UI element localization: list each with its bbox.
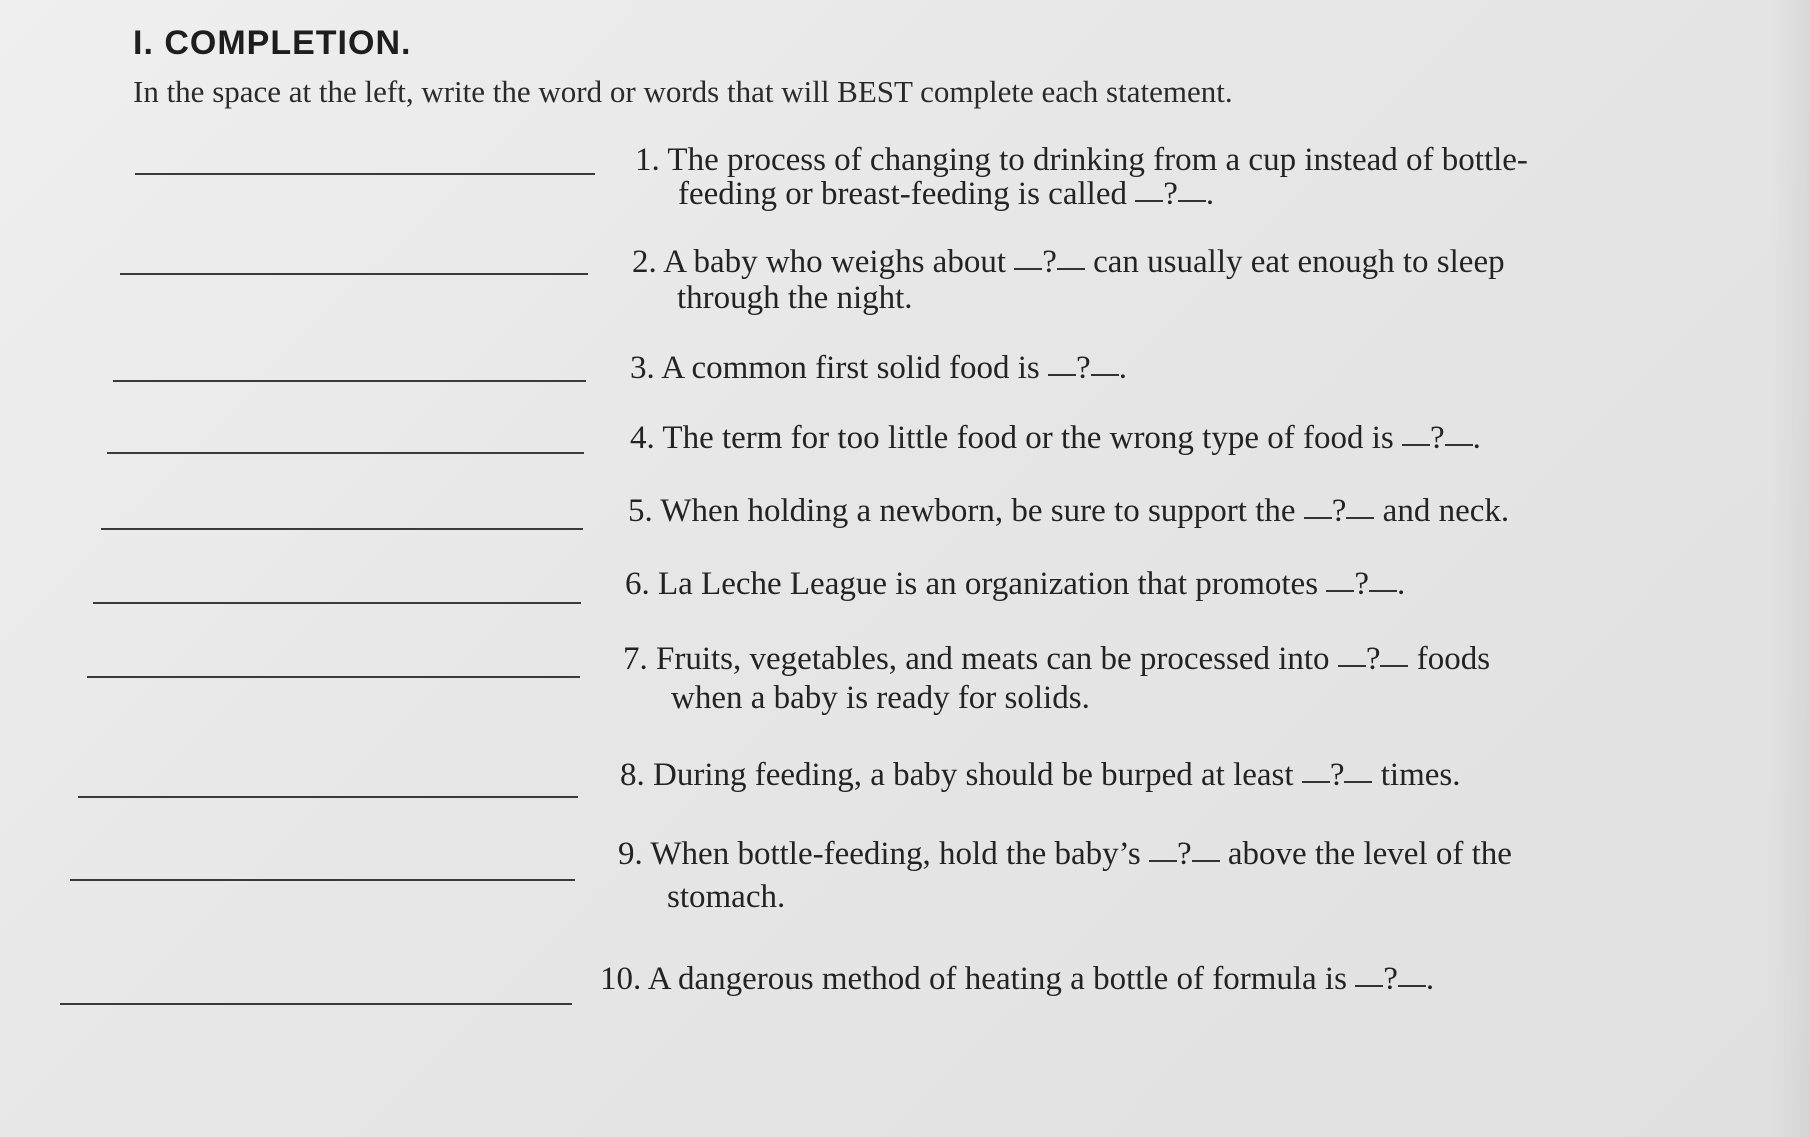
blank-marker: ? [1048, 349, 1119, 387]
question-number: 5. [628, 493, 653, 529]
question-9-line2: stomach. [667, 879, 786, 915]
blank-marker: ? [1304, 492, 1375, 530]
question-text: feeding or breast-feeding is called [678, 176, 1136, 212]
answer-line-2[interactable] [120, 273, 588, 275]
blank-marker: ? [1302, 756, 1373, 794]
question-text: A dangerous method of heating a bottle of formula is [647, 961, 1356, 997]
blank-marker: ? [1149, 835, 1220, 873]
blank-marker: ? [1338, 640, 1409, 678]
question-number: 4. [630, 420, 655, 456]
question-10 [600, 960, 1434, 998]
question-number: 10. [600, 961, 642, 997]
question-text: The process of changing to drinking from a cup instead of bottle- [667, 142, 1528, 178]
question-number: 8. [620, 757, 645, 793]
blank-marker: ? [1326, 565, 1397, 603]
question-text: When bottle-feeding, hold the baby’s [650, 836, 1149, 872]
question-text: can usually eat enough to sleep [1084, 244, 1505, 280]
question-8 [620, 756, 1460, 794]
question-text: . [1425, 961, 1435, 997]
question-text: . [1118, 350, 1127, 386]
answer-line-9[interactable] [70, 879, 575, 881]
question-6 [625, 565, 1405, 603]
page-edge-shadow [1770, 0, 1810, 1137]
question-text: above the level of the [1219, 836, 1512, 872]
blank-marker: ? [1135, 175, 1206, 213]
question-5 [628, 492, 1509, 530]
question-4 [630, 419, 1481, 457]
question-text: . [1472, 420, 1481, 456]
question-number: 9. [618, 836, 643, 872]
question-9 [618, 835, 1512, 873]
answer-line-10[interactable] [60, 1003, 572, 1005]
question-text: La Leche League is an organization that promotes [658, 566, 1327, 602]
question-2 [632, 243, 1505, 281]
question-number: 7. [623, 641, 648, 677]
question-text: . [1396, 566, 1406, 602]
answer-line-1[interactable] [135, 173, 595, 175]
question-text: The term for too little food or the wrong type of food is [662, 420, 1402, 456]
question-7-line2: when a baby is ready for solids. [671, 680, 1090, 716]
answer-line-5[interactable] [101, 528, 583, 530]
question-text: When holding a newborn, be sure to support the [660, 493, 1304, 529]
question-number: 6. [625, 566, 650, 602]
blank-marker: ? [1402, 419, 1473, 457]
answer-line-7[interactable] [87, 676, 580, 678]
answer-line-4[interactable] [107, 452, 584, 454]
question-1-line2 [678, 175, 1214, 213]
question-7 [623, 640, 1490, 678]
question-text: During feeding, a baby should be burped at least [653, 757, 1302, 793]
question-3 [630, 349, 1127, 387]
question-2-line2: through the night. [677, 280, 913, 316]
question-number: 1. [635, 142, 660, 178]
answer-line-3[interactable] [113, 380, 586, 382]
question-text: times. [1372, 757, 1461, 793]
question-text: and neck. [1374, 493, 1510, 529]
question-text: foods [1408, 641, 1491, 677]
section-instructions: In the space at the left, write the word or words that will BEST complete each statement. [133, 74, 1233, 109]
answer-line-8[interactable] [78, 796, 578, 798]
question-number: 2. [632, 244, 657, 280]
section-title: I. COMPLETION. [133, 24, 412, 62]
blank-marker: ? [1355, 960, 1426, 998]
question-number: 3. [630, 350, 655, 386]
question-text: . [1205, 176, 1215, 212]
question-1 [635, 141, 1528, 179]
blank-marker: ? [1014, 243, 1085, 281]
answer-line-6[interactable] [93, 602, 581, 604]
question-text: A baby who weighs about [663, 244, 1015, 280]
question-text: A common first solid food is [661, 350, 1049, 386]
question-text: Fruits, vegetables, and meats can be processed into [656, 641, 1338, 677]
